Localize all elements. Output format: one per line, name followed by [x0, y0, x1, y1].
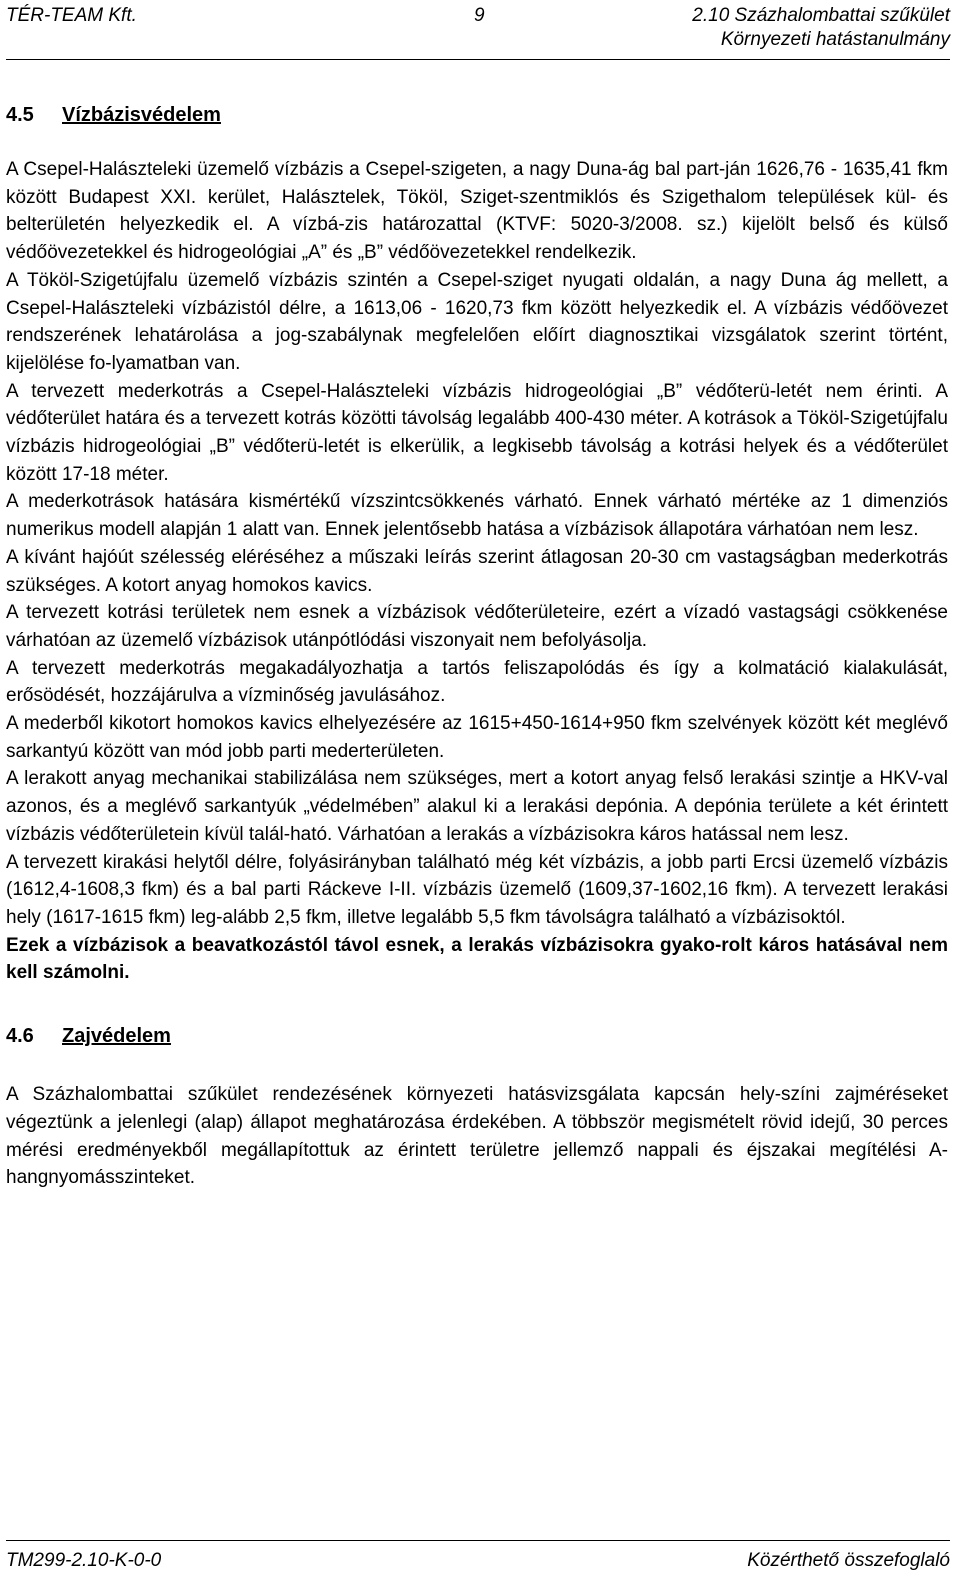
- section-heading-4-5: [6, 100, 948, 130]
- document-title: [692, 4, 950, 52]
- section-number: 4.5: [6, 104, 34, 126]
- paragraph: A mederkotrások hatására kismértékű vízszintcsökkenés várható. Ennek várható mértéke az 1 dimenziós numerikus modell alapján 1 alatt van. Ennek jelentősebb hatása a vízbázisok állapotára várhatóan nem lesz.: [6, 491, 948, 541]
- footer-divider: [6, 1540, 950, 1541]
- document-title-line2: Környezeti hatástanulmány: [720, 29, 950, 50]
- paragraph: A tervezett kotrási területek nem esnek a vízbázisok védőterületeire, ezért a vízadó vastagsági csökkenése várhatóan az üzemelő vízbázisok utánpótlódási viszonyait nem befolyásolja.: [6, 602, 948, 651]
- page-number: 9: [474, 5, 485, 26]
- section-title: Vízbázisvédelem: [62, 104, 221, 126]
- paragraph: A Százhalombattai szűkület rendezésének környezeti hatásvizsgálata kapcsán hely-színi zajméréseket végeztünk a jelenlegi (alap) állapot meghatározása érdekében. A többször megismételt rövid idejű, 30 perces mérési eredményekből megállapítottuk az érintett területre jellemző nappali és éjszakai megítélési A-hangnyomásszinteket.: [6, 1084, 948, 1189]
- paragraph: A tervezett mederkotrás megakadályozhatja a tartós feliszapolódás és így a kolmatáció kialakulását, erősödését, hozzájárulva a vízminőség javulásához.: [6, 657, 948, 707]
- page-footer: [6, 1545, 950, 1575]
- paragraph: A kívánt hajóút szélesség eléréséhez a műszaki leírás szerint átlagosan 20-30 cm vastagságban mederkotrás szükséges. A kotort anyag homokos kavics.: [6, 546, 948, 596]
- summary-label: Közérthető összefoglaló: [747, 1550, 950, 1571]
- company-name: TÉR-TEAM Kft.: [6, 5, 137, 26]
- conclusion-paragraph: Ezek a vízbázisok a beavatkozástól távol esnek, a lerakás vízbázisokra gyako-rolt káros hatásával nem kell számolni.: [6, 934, 948, 984]
- paragraph: A tervezett mederkotrás a Csepel-Halászteleki vízbázis hidrogeológiai „B” védőterü-letét nem érinti. A védőterület határa és a tervezett kotrás közötti távolság legalább 400-430 méter. A kotrások a Tököl-Szigetújfalu vízbázis hidrogeológiai „B” védőterü-letét is elkerülik, a legkisebb távolság a kotrási helyek és a védőterület között 17-18 méter.: [6, 380, 948, 485]
- section-heading-4-6: [6, 1021, 948, 1051]
- paragraph: A Tököl-Szigetújfalu üzemelő vízbázis szintén a Csepel-sziget nyugati oldalán, a nagy Duna ág mellett, a Csepel-Halászteleki vízbázistól délre, a 1613,06 - 1620,73 fkm között helyezkedik el. A vízbázis védőövezet rendszerének lehatárolása a jog-szabálynak megfelelően előírt diagnosztikai vizsgálatok szerint történt, kijelölése fo-lyamatban van.: [6, 269, 948, 374]
- document-code: TM299-2.10-K-0-0: [6, 1550, 162, 1571]
- section-title: Zajvédelem: [62, 1025, 171, 1048]
- paragraph: A lerakott anyag mechanikai stabilizálása nem szükséges, mert a kotort anyag felső lerakási szintje a HKV-val azonos, és a meglévő sarkantyúk „védelmében” alakul ki a lerakási depónia. A depónia területe a két érintett vízbázis védőterületein kívül talál-ható. Várhatóan a lerakás a vízbázisokra káros hatással nem lesz.: [6, 768, 948, 845]
- paragraph: A tervezett kirakási helytől délre, folyásirányban található még két vízbázis, a jobb parti Ercsi üzemelő vízbázis (1612,4-1608,3 fkm) és a bal parti Ráckeve I-II. vízbázis üzemelő (1609,37-1602,16 fkm). A tervezett lerakási hely (1617-1615 fkm) leg-alább 2,5 fkm, illetve legalább 5,5 fkm távolságra található a vízbázisoktól.: [6, 851, 948, 928]
- header-divider: [6, 59, 950, 60]
- document-title-line1: 2.10 Százhalombattai szűkület: [692, 5, 950, 26]
- section-number: 4.6: [6, 1025, 34, 1048]
- paragraph: A mederből kikotort homokos kavics elhelyezésére az 1615+450-1614+950 fkm szelvények között két meglévő sarkantyú között van mód jobb parti mederterületen.: [6, 713, 948, 762]
- page-body: [6, 100, 948, 1192]
- paragraph: A Csepel-Halászteleki üzemelő vízbázis a Csepel-szigeten, a nagy Duna-ág bal part-ján 1626,76 - 1635,41 fkm között Budapest XXI. kerület, Halásztelek, Tököl, Sziget-szentmiklós és Szigethalom települések kül- és belterületén helyezkedik el. A vízbá-zis határozattal (KTVF: 5020-3/2008. sz.) kijelölt belső és külső védőövezetekkel és hidrogeológiai „A” és „B” védőövezetekkel rendelkezik.: [6, 159, 948, 264]
